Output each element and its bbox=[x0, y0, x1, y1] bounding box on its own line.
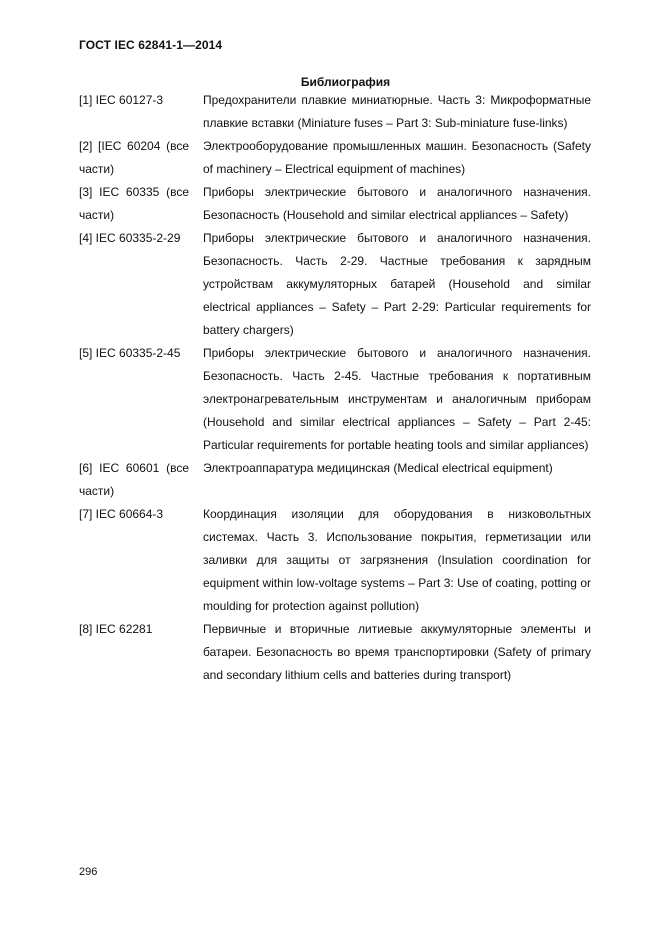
entry-description: Координация изоляции для оборудования в низковольтных системах. Часть 3. Использование покрытия, герметизации или заливки для защиты от загрязнения (Insulation coordination for equipment within low-voltage systems – Part 3: Use of coating, potting or moulding for protection against pollution) bbox=[203, 507, 591, 613]
entry-reference-id: [2] [IEC 60204 (все части) bbox=[79, 139, 189, 176]
bibliography-entry bbox=[79, 342, 591, 457]
entry-reference-id: [5] IEC 60335-2-45 bbox=[79, 346, 181, 360]
entry-reference-id: [4] IEC 60335-2-29 bbox=[79, 231, 181, 245]
entry-reference-id: [8] IEC 62281 bbox=[79, 622, 153, 636]
entry-description: Приборы электрические бытового и аналогичного назначения. Безопасность. Часть 2-29. Частные требования к зарядным устройствам аккумуляторных батарей (Household and similar electrical appliances – Safety – Part 2-29: Particular requirements for battery chargers) bbox=[203, 231, 591, 337]
entry-description: Первичные и вторичные литиевые аккумуляторные элементы и батареи. Безопасность во время транспортировки (Safety of primary and secondary lithium cells and batteries during transport) bbox=[203, 622, 591, 682]
page-number: 296 bbox=[79, 866, 98, 878]
bibliography-entry bbox=[79, 227, 591, 342]
entry-description: Электроаппаратура медицинская (Medical electrical equipment) bbox=[203, 461, 553, 475]
bibliography-entry bbox=[79, 457, 591, 503]
entry-description: Предохранители плавкие миниатюрные. Часть 3: Микроформатные плавкие вставки (Miniature fuses – Part 3: Sub-miniature fuse-links) bbox=[203, 93, 591, 130]
bibliography-entry bbox=[79, 181, 591, 227]
entry-reference-id: [3] IEC 60335 (все части) bbox=[79, 185, 189, 222]
bibliography-list bbox=[79, 89, 591, 687]
bibliography-entry bbox=[79, 135, 591, 181]
entry-description: Приборы электрические бытового и аналогичного назначения. Безопасность. Часть 2-45. Частные требования к портативным электронагревательным инструментам и аналогичным приборам (Household and similar electrical appliances – Safety – Part 2-45: Particular requirements for portable heating tools and similar appliances) bbox=[203, 346, 591, 452]
bibliography-entry bbox=[79, 503, 591, 618]
entry-description: Электрооборудование промышленных машин. Безопасность (Safety of machinery – Electrical equipment of machines) bbox=[203, 139, 591, 176]
bibliography-entry bbox=[79, 618, 591, 687]
bibliography-entry bbox=[79, 89, 591, 135]
bibliography-title: Библиография bbox=[300, 75, 391, 89]
entry-reference-id: [7] IEC 60664-3 bbox=[79, 507, 164, 521]
entry-description: Приборы электрические бытового и аналогичного назначения. Безопасность (Household and similar electrical appliances – Safety) bbox=[203, 185, 591, 222]
entry-reference-id: [6] IEC 60601 (все части) bbox=[79, 461, 189, 498]
document-header: ГОСТ IEC 62841-1—2014 bbox=[79, 38, 223, 52]
entry-reference-id: [1] IEC 60127-3 bbox=[79, 93, 164, 107]
